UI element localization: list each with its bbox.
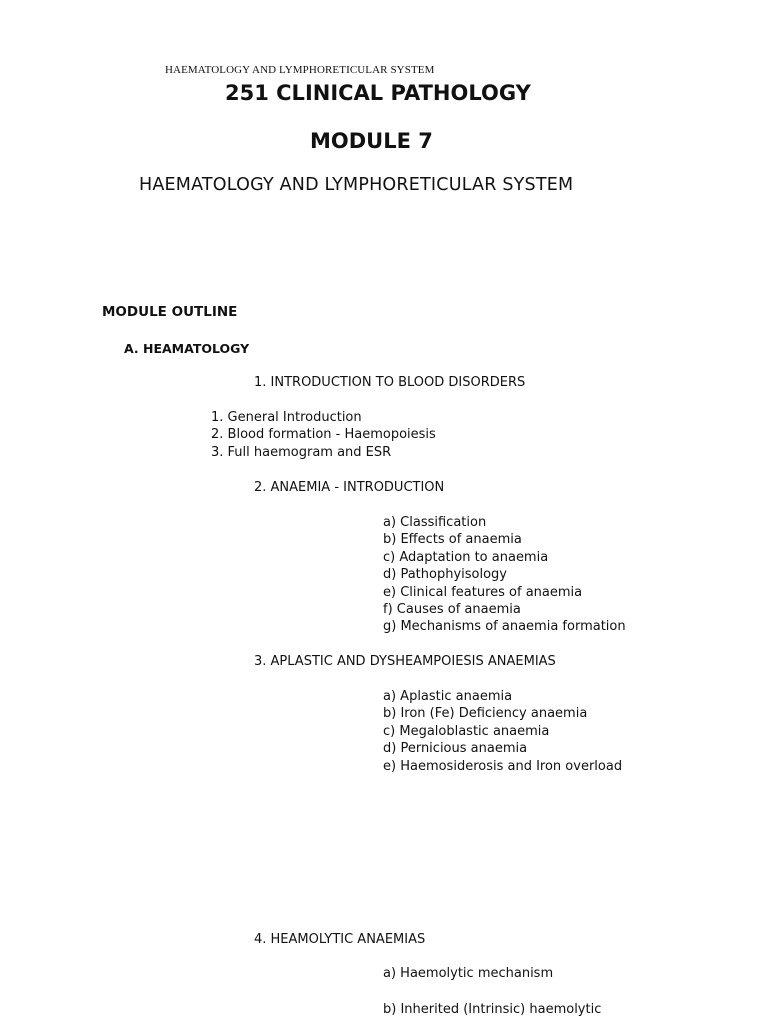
list-item: f) Causes of anaemia [383,601,521,617]
topic-heading-haemolytic: 4. HEAMOLYTIC ANAEMIAS [254,932,426,947]
module-title: MODULE 7 [310,129,433,153]
list-item: e) Clinical features of anaemia [383,584,583,600]
list-item: 1. General Introduction [211,410,362,425]
list-item: d) Pathophyisology [383,567,508,583]
topic-heading-aplastic: 3. APLASTIC AND DYSHEAMPOIESIS ANAEMIAS [254,654,556,669]
outline-heading: MODULE OUTLINE [102,304,238,320]
topic-items-introduction [211,409,436,461]
section-heading-haematology: A. HEAMATOLOGY [124,341,250,356]
list-item: a) Classification [383,515,487,530]
list-item: c) Adaptation to anaemia [383,549,549,565]
list-item: c) Megaloblastic anaemia [383,723,550,739]
course-title: 251 CLINICAL PATHOLOGY [225,81,531,105]
topic-items-anaemia [383,514,626,636]
topic-heading-introduction: 1. INTRODUCTION TO BLOOD DISORDERS [254,375,526,390]
module-subtitle: HAEMATOLOGY AND LYMPHORETICULAR SYSTEM [139,175,574,195]
list-item: 2. Blood formation - Haemopoiesis [211,427,436,443]
list-item: a) Aplastic anaemia [383,689,513,704]
list-item: b) Inherited (Intrinsic) haemolytic [383,1002,602,1017]
topic-heading-anaemia: 2. ANAEMIA - INTRODUCTION [254,480,445,495]
running-header: HAEMATOLOGY AND LYMPHORETICULAR SYSTEM [165,64,435,76]
list-item: d) Pernicious anaemia [383,741,528,757]
list-item: b) Effects of anaemia [383,532,522,548]
list-item: e) Haemosiderosis and Iron overload [383,758,623,774]
list-item: a) Haemolytic mechanism [383,966,554,981]
list-item: 3. Full haemogram and ESR [211,444,392,460]
list-item: g) Mechanisms of anaemia formation [383,619,626,635]
topic-items-aplastic [383,688,622,775]
list-item: b) Iron (Fe) Deficiency anaemia [383,706,588,722]
